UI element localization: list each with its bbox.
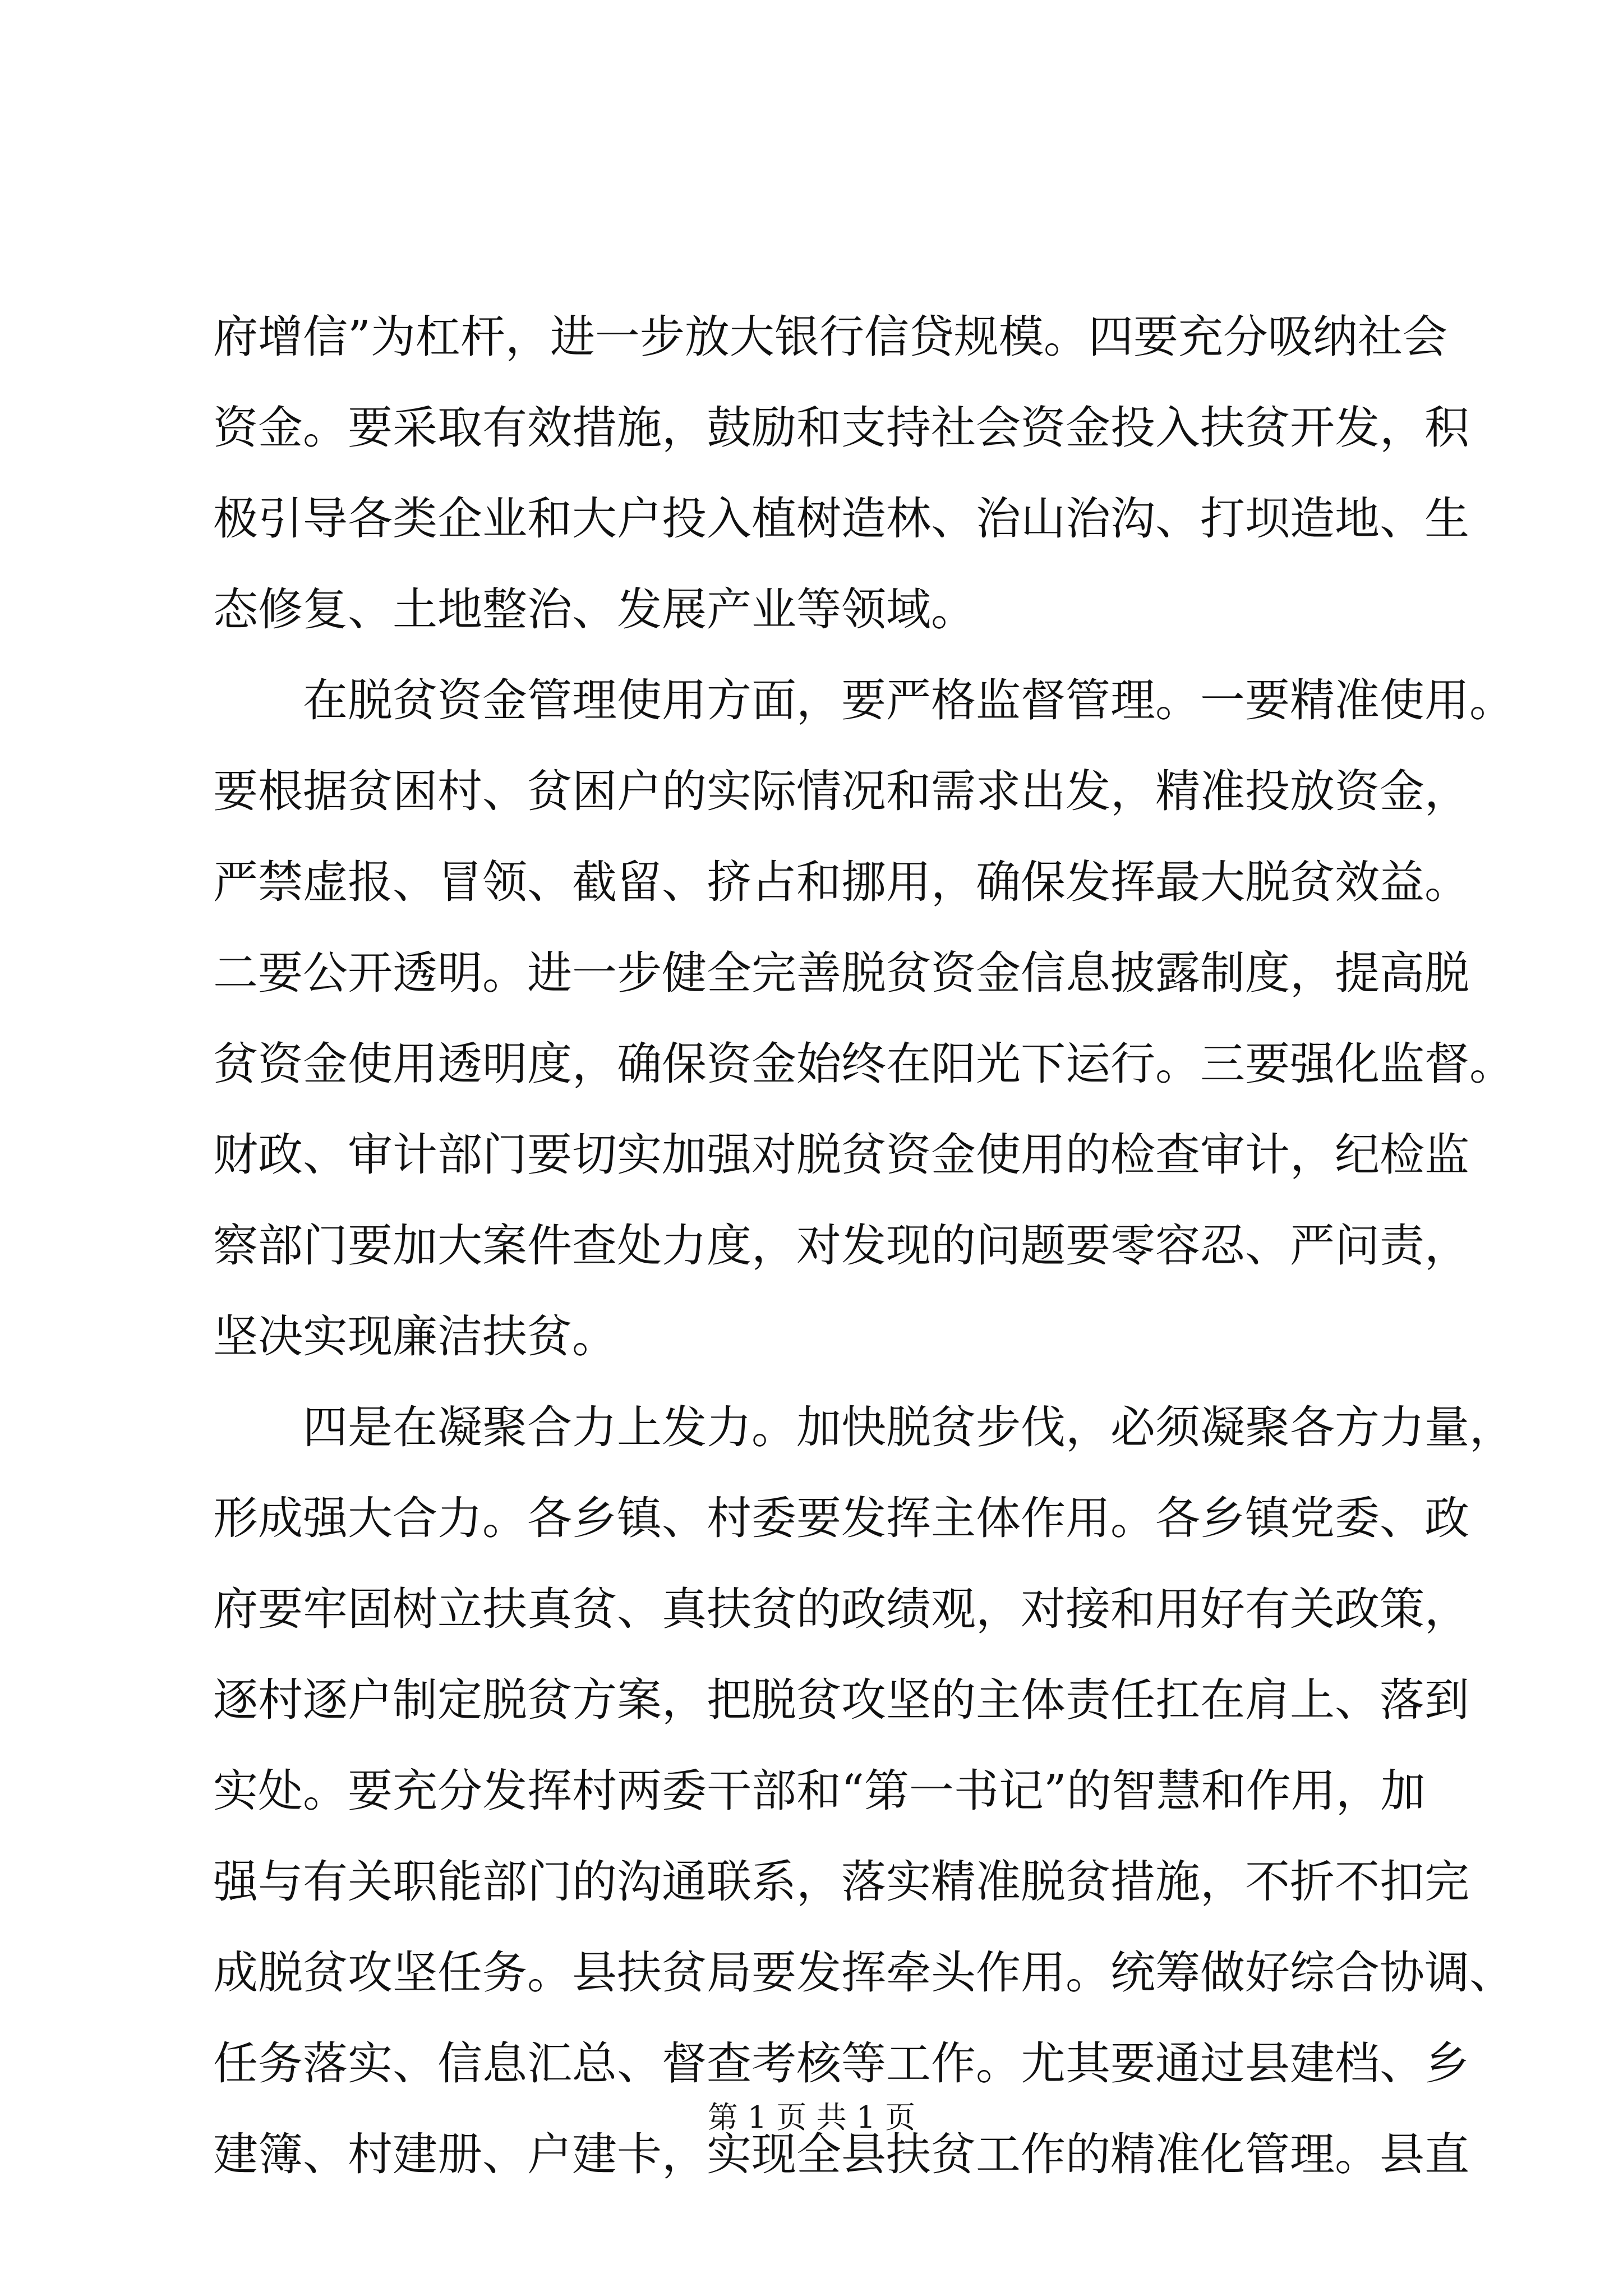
text-line-2: 资金。要采取有效措施，鼓励和支持社会资金投入扶贫开发，积	[213, 402, 1469, 454]
page-footer	[0, 2098, 1623, 2137]
document-body	[213, 292, 1514, 2200]
text-line-17: 实处。要充分发挥村两委干部和“第一书记”的智慧和作用，加	[213, 1765, 1426, 1817]
text-line-6: 要根据贫困村、贫困户的实际情况和需求出发，精准投放资金，	[213, 765, 1469, 817]
text-line-10: 财政、审计部门要切实加强对脱贫资金使用的检查审计，纪检监	[213, 1129, 1469, 1181]
text-line-12: 坚决实现廉洁扶贫。	[213, 1310, 617, 1363]
text-line-5: 在脱贫资金管理使用方面，要严格监督管理。一要精准使用。	[303, 674, 1514, 726]
text-line-13: 四是在凝聚合力上发力。加快脱贫步伐，必须凝聚各方力量，	[303, 1401, 1514, 1453]
text-line-21: 建簿、村建册、户建卡，实现全县扶贫工作的精准化管理。县直	[213, 2128, 1469, 2180]
text-line-4: 态修复、土地整治、发展产业等领域。	[213, 583, 976, 636]
text-line-8: 二要公开透明。进一步健全完善脱贫资金信息披露制度，提高脱	[213, 947, 1469, 999]
text-line-11: 察部门要加大案件查处力度，对发现的问题要零容忍、严问责，	[213, 1220, 1469, 1272]
text-line-14: 形成强大合力。各乡镇、村委要发挥主体作用。各乡镇党委、政	[213, 1492, 1469, 1544]
text-line-16: 逐村逐户制定脱贫方案，把脱贫攻坚的主体责任扛在肩上、落到	[213, 1674, 1469, 1726]
text-line-3: 极引导各类企业和大户投入植树造林、治山治沟、打坝造地、生	[213, 493, 1469, 545]
text-line-9: 贫资金使用透明度，确保资金始终在阳光下运行。三要强化监督。	[213, 1038, 1514, 1090]
text-line-18: 强与有关职能部门的沟通联系，落实精准脱贫措施，不折不扣完	[213, 1856, 1469, 1908]
text-line-1: 府增信”为杠杆，进一步放大银行信贷规模。四要充分吸纳社会	[213, 311, 1447, 363]
text-line-19: 成脱贫攻坚任务。县扶贫局要发挥牵头作用。统筹做好综合协调、	[213, 1947, 1514, 1999]
text-line-7: 严禁虚报、冒领、截留、挤占和挪用，确保发挥最大脱贫效益。	[213, 856, 1469, 908]
page-number-label: 第 1 页 共 1 页	[707, 2100, 916, 2135]
text-line-20: 任务落实、信息汇总、督查考核等工作。尤其要通过县建档、乡	[213, 2037, 1469, 2090]
text-line-15: 府要牢固树立扶真贫、真扶贫的政绩观，对接和用好有关政策，	[213, 1583, 1469, 1635]
